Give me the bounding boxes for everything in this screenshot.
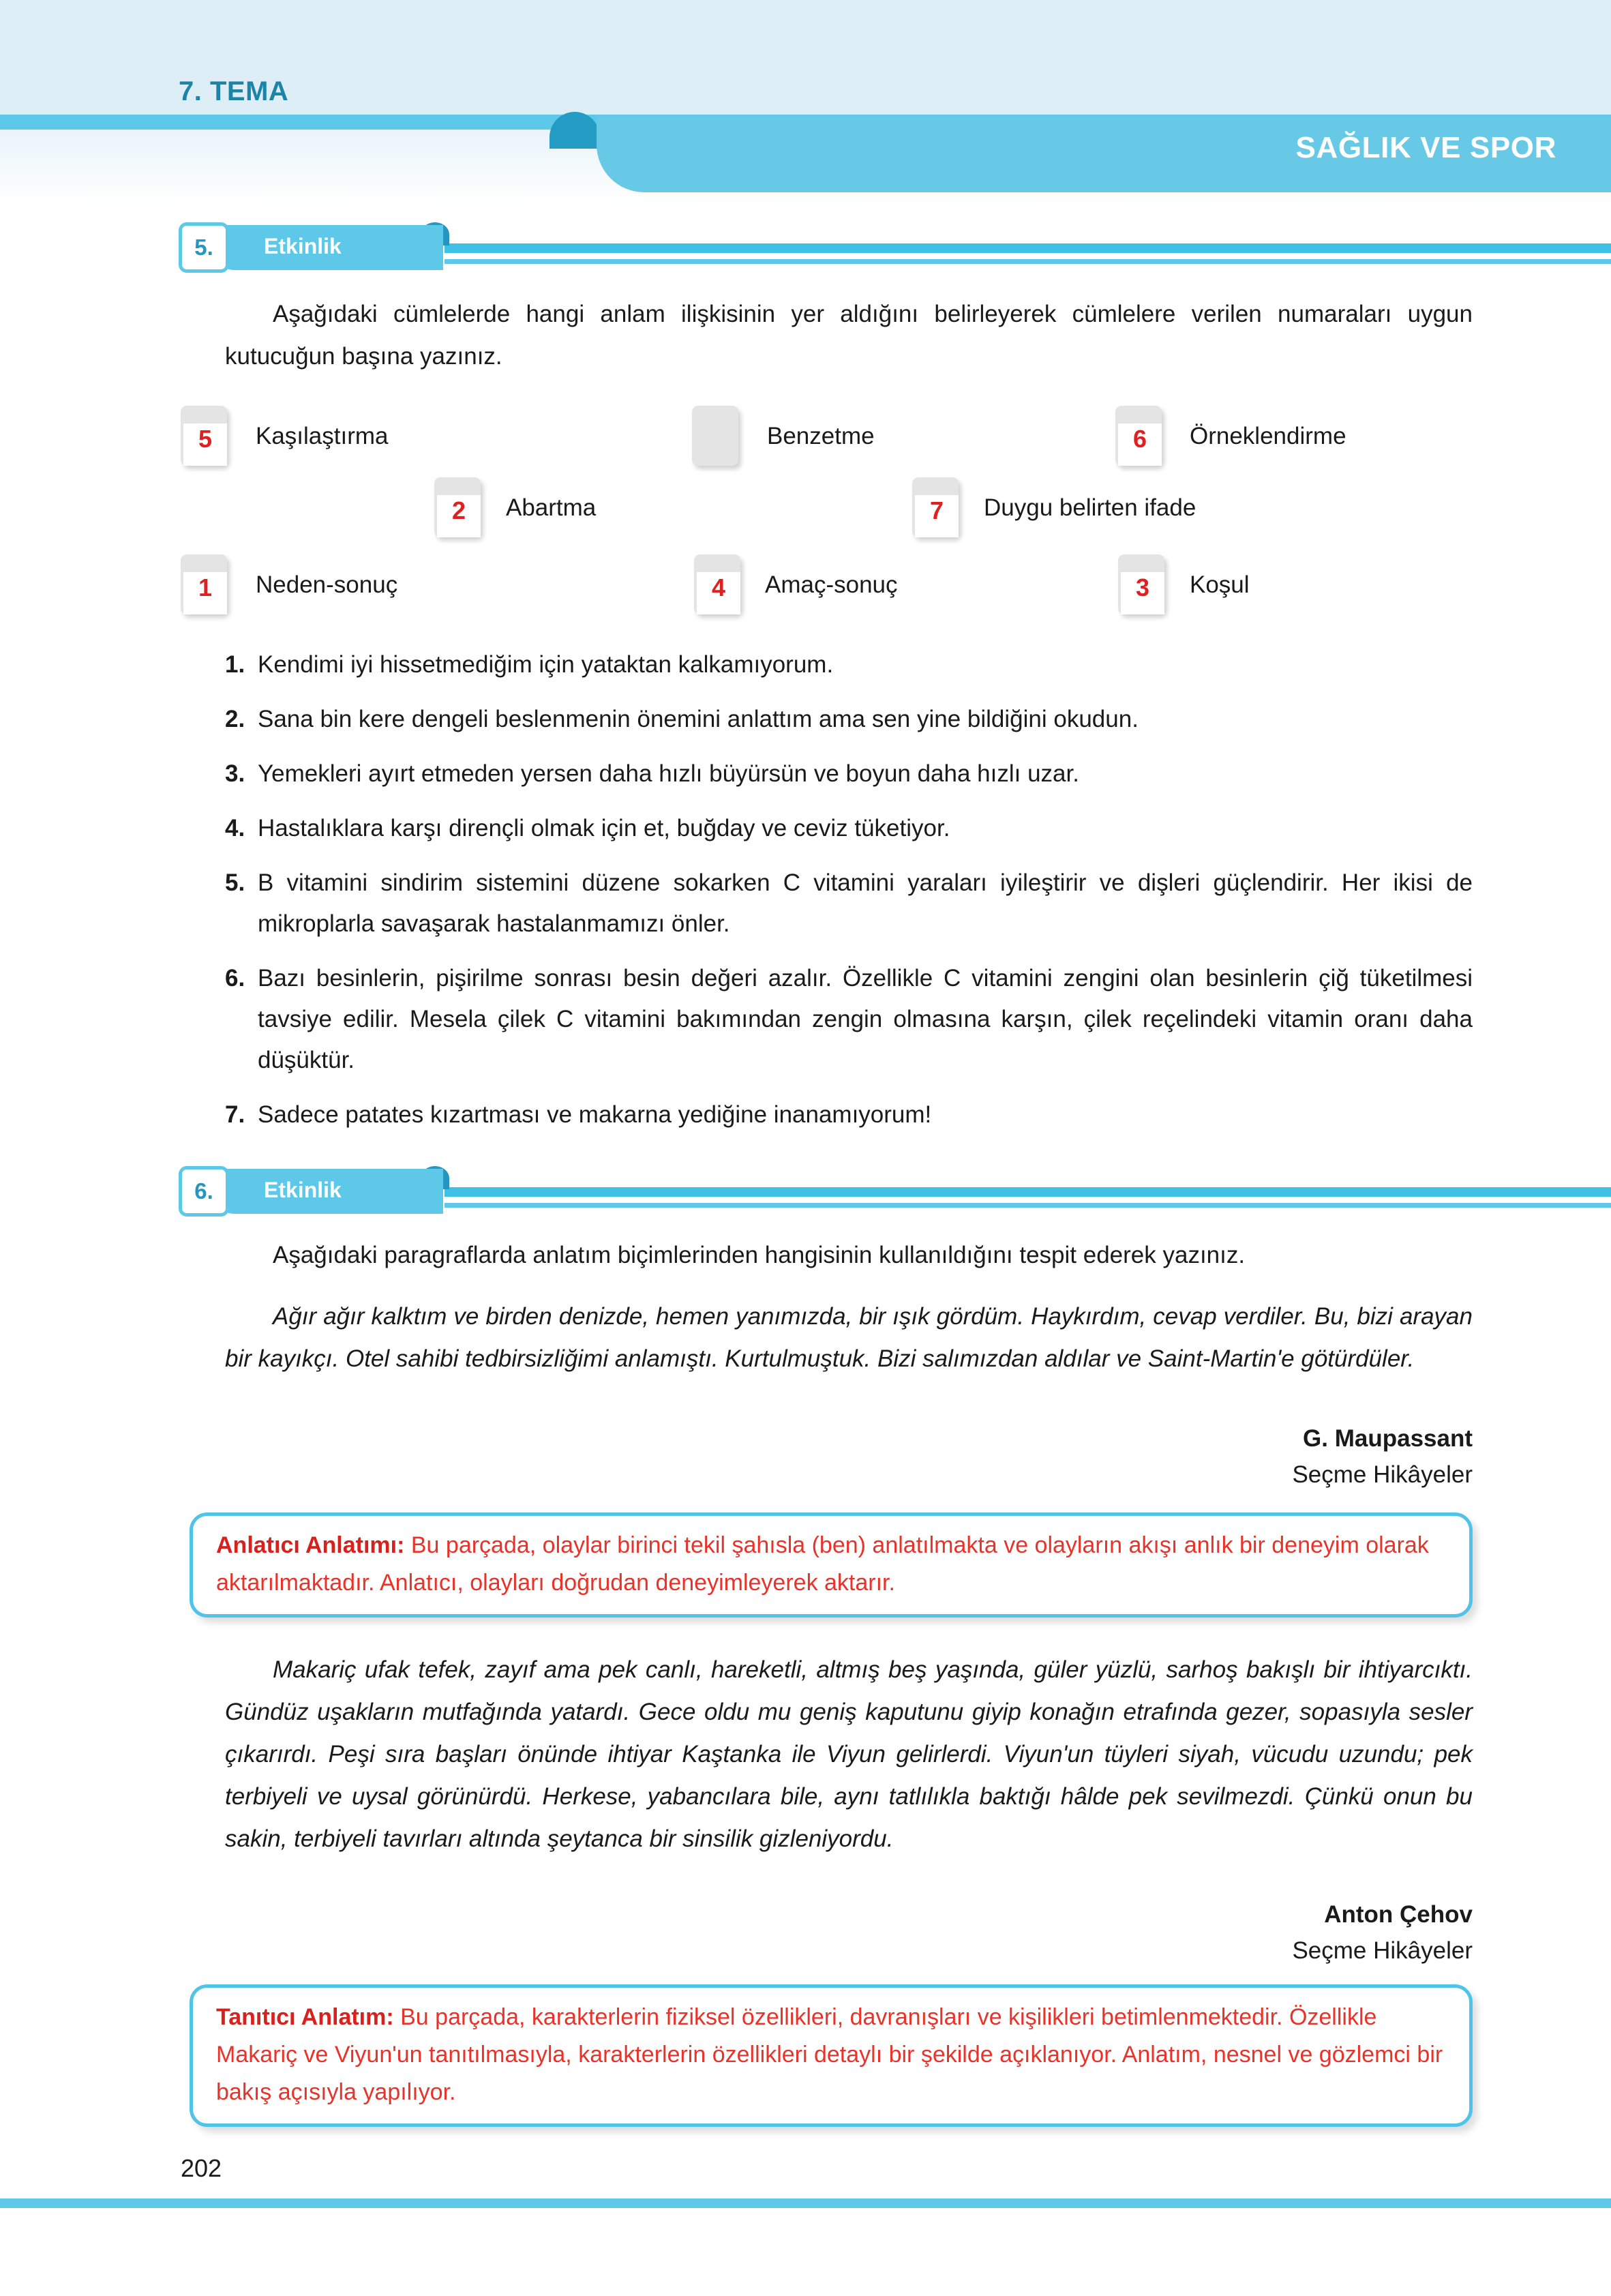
answer-callout-title: Anlatıcı Anlatımı:: [216, 1532, 405, 1558]
activity-label: Etkinlik: [264, 1178, 342, 1202]
list-item: [225, 863, 1473, 944]
answer-box-value: 1: [183, 572, 227, 614]
answer-box-amac-sonuc[interactable]: [694, 554, 740, 614]
answer-label-duygu-belirten-ifade: Duygu belirten ifade: [984, 494, 1196, 521]
answer-box-neden-sonuc[interactable]: [181, 554, 227, 614]
list-item: [225, 808, 1473, 849]
passage-source-maupassant: Seçme Hikâyeler: [1292, 1461, 1473, 1488]
list-item-text: Sana bin kere dengeli beslenmenin önemini anlattım ama sen yine bildiğini okudun.: [258, 706, 1139, 732]
answer-box-kasilastirma[interactable]: [181, 406, 227, 466]
answer-box-benzetme[interactable]: [692, 406, 738, 466]
answer-label-abartma: Abartma: [506, 494, 597, 521]
answer-box-kosul[interactable]: [1118, 554, 1164, 614]
list-item-text: B vitamini sindirim sistemini düzene sokarken C vitamini yaraları iyileştirir ve dişleri güçlendirir. Her ikisi de mikroplarla savaşarak hastalanmamızı önler.: [258, 869, 1473, 937]
passage-maupassant: Ağır ağır kalktım ve birden denizde, hemen yanımızda, bir ışık gördüm. Haykırdım, cevap verdiler. Bu, bizi arayan bir kayıkçı. Otel sahibi tedbirsizliğimi anlamıştı. Kurtulmuştuk. Bizi salımızdan aldılar ve Saint-Martin'e götürdüler.: [225, 1303, 1473, 1372]
list-item-text: Bazı besinlerin, pişirilme sonrası besin değeri azalır. Özellikle C vitamini zengini olan besinlerin çiğ tüketilmesi tavsiye edilir. Mesela çilek C vitamini bakımından zengin olmasına karşın, çilek reçelindeki vitamin oranı daha düşüktür.: [258, 965, 1473, 1073]
answer-box-value: 7: [915, 495, 959, 537]
list-item-number: 3.: [225, 760, 245, 787]
activity-label: Etkinlik: [264, 234, 342, 258]
list-item-number: 1.: [225, 651, 245, 678]
answer-box-abartma[interactable]: [434, 477, 481, 537]
answer-callout-body: [193, 1988, 1469, 2123]
theme-title: SAĞLIK VE SPOR: [1295, 131, 1556, 164]
list-item-number: 5.: [225, 869, 245, 896]
list-item-number: 7.: [225, 1101, 245, 1128]
theme-label: 7. TEMA: [179, 76, 289, 106]
list-item-number: 4.: [225, 815, 245, 841]
activity-5-sentence-list: [225, 644, 1473, 1149]
answer-callout-text: Bu parçada, olaylar birinci tekil şahısla (ben) anlatılmakta ve olayların akışı anlık bir deneyim olarak aktarılmaktadır. Anlatıcı, olayları doğrudan deneyimleyerek aktarır.: [216, 1532, 1429, 1596]
answer-box-duygu-belirten-ifade[interactable]: [912, 477, 959, 537]
list-item-text: Sadece patates kızartması ve makarna yediğine inanamıyorum!: [258, 1101, 932, 1128]
list-item-number: 2.: [225, 706, 245, 732]
list-item: [225, 699, 1473, 740]
answer-label-amac-sonuc: Amaç-sonuç: [765, 571, 898, 598]
footer-rule: [0, 2198, 1611, 2208]
answer-label-benzetme: Benzetme: [767, 423, 875, 449]
list-item-text: Kendimi iyi hissetmediğim için yataktan kalkamıyorum.: [258, 651, 834, 678]
page-number: 202: [181, 2154, 222, 2182]
list-item-text: Hastalıklara karşı dirençli olmak için et, buğday ve ceviz tüketiyor.: [258, 815, 950, 841]
header-band: [0, 0, 1611, 130]
list-item: [225, 754, 1473, 794]
activity-rule-thin: [445, 259, 1611, 264]
list-item: [225, 644, 1473, 685]
activity-rule-thick: [445, 1187, 1611, 1197]
answer-box-orneklendirme[interactable]: [1115, 406, 1162, 466]
answer-label-neden-sonuc: Neden-sonuç: [256, 571, 398, 598]
answer-callout-title: Tanıtıcı Anlatım:: [216, 2004, 394, 2030]
answer-box-value: 3: [1121, 572, 1164, 614]
answer-box-value: 5: [183, 423, 227, 466]
answer-callout-text: Bu parçada, karakterlerin fiziksel özellikleri, davranışları ve kişilikleri betimlenmektedir. Özellikle Makariç ve Viyun'un tanıtılmasıyla, karakterlerin özellikleri detaylı bir şekilde açıklanıyor. Anlatım, nesnel ve gözlemci bir bakış açısıyla yapılıyor.: [216, 2004, 1443, 2105]
answer-box-value: 6: [1118, 423, 1162, 466]
passage-author-cehov: Anton Çehov: [1324, 1901, 1473, 1928]
answer-box-value: 4: [697, 572, 740, 614]
passage-author-maupassant: G. Maupassant: [1303, 1425, 1473, 1452]
answer-label-kasilastirma: Kaşılaştırma: [256, 423, 389, 449]
activity-5-instruction: Aşağıdaki cümlelerde hangi anlam ilişkisinin yer aldığını belirleyerek cümlelere verilen numaraları uygun kutucuğun başına yazınız.: [225, 301, 1473, 370]
activity-number: 6.: [179, 1166, 229, 1217]
answer-box-value: 2: [437, 495, 481, 537]
activity-number: 5.: [179, 222, 229, 273]
answer-callout-tanitici-anlatim[interactable]: [190, 1984, 1473, 2127]
list-item: [225, 1094, 1473, 1135]
activity-6-instruction: Aşağıdaki paragraflarda anlatım biçimlerinden hangisinin kullanıldığını tespit ederek yazınız.: [273, 1242, 1246, 1268]
list-item-text: Yemekleri ayırt etmeden yersen daha hızlı büyürsün ve boyun daha hızlı uzar.: [258, 760, 1079, 787]
list-item-number: 6.: [225, 965, 245, 992]
activity-rule-thick: [445, 243, 1611, 253]
answer-callout-anlatici-anlatimi[interactable]: [190, 1512, 1473, 1617]
answer-callout-body: [193, 1516, 1469, 1614]
passage-source-cehov: Seçme Hikâyeler: [1292, 1937, 1473, 1964]
answer-label-orneklendirme: Örneklendirme: [1190, 423, 1346, 449]
passage-cehov: Makariç ufak tefek, zayıf ama pek canlı, hareketli, altmış beş yaşında, güler yüzlü, sarhoş bakışlı bir ihtiyarcıktı. Gündüz uşakların mutfağında yatardı. Gece oldu mu geniş kaputunu giyip konağın etrafında gezer, sopasıyla sesler çıkarırdı. Peşi sıra başları önünde ihtiyar Kaştanka ile Viyun gelirlerdi. Viyun'un tüyleri siyah, vücudu uzundu; pek terbiyeli ve uysal görünürdü. Herkese, yabancılara bile, aynı tatlılıkla baktığı hâlde pek sevilmezdi. Çünkü onun bu sakin, terbiyeli tavırları altında şeytanca bir sinsilik gizleniyordu.: [225, 1656, 1473, 1852]
answer-label-kosul: Koşul: [1190, 571, 1250, 598]
activity-rule-thin: [445, 1203, 1611, 1208]
list-item: [225, 958, 1473, 1081]
